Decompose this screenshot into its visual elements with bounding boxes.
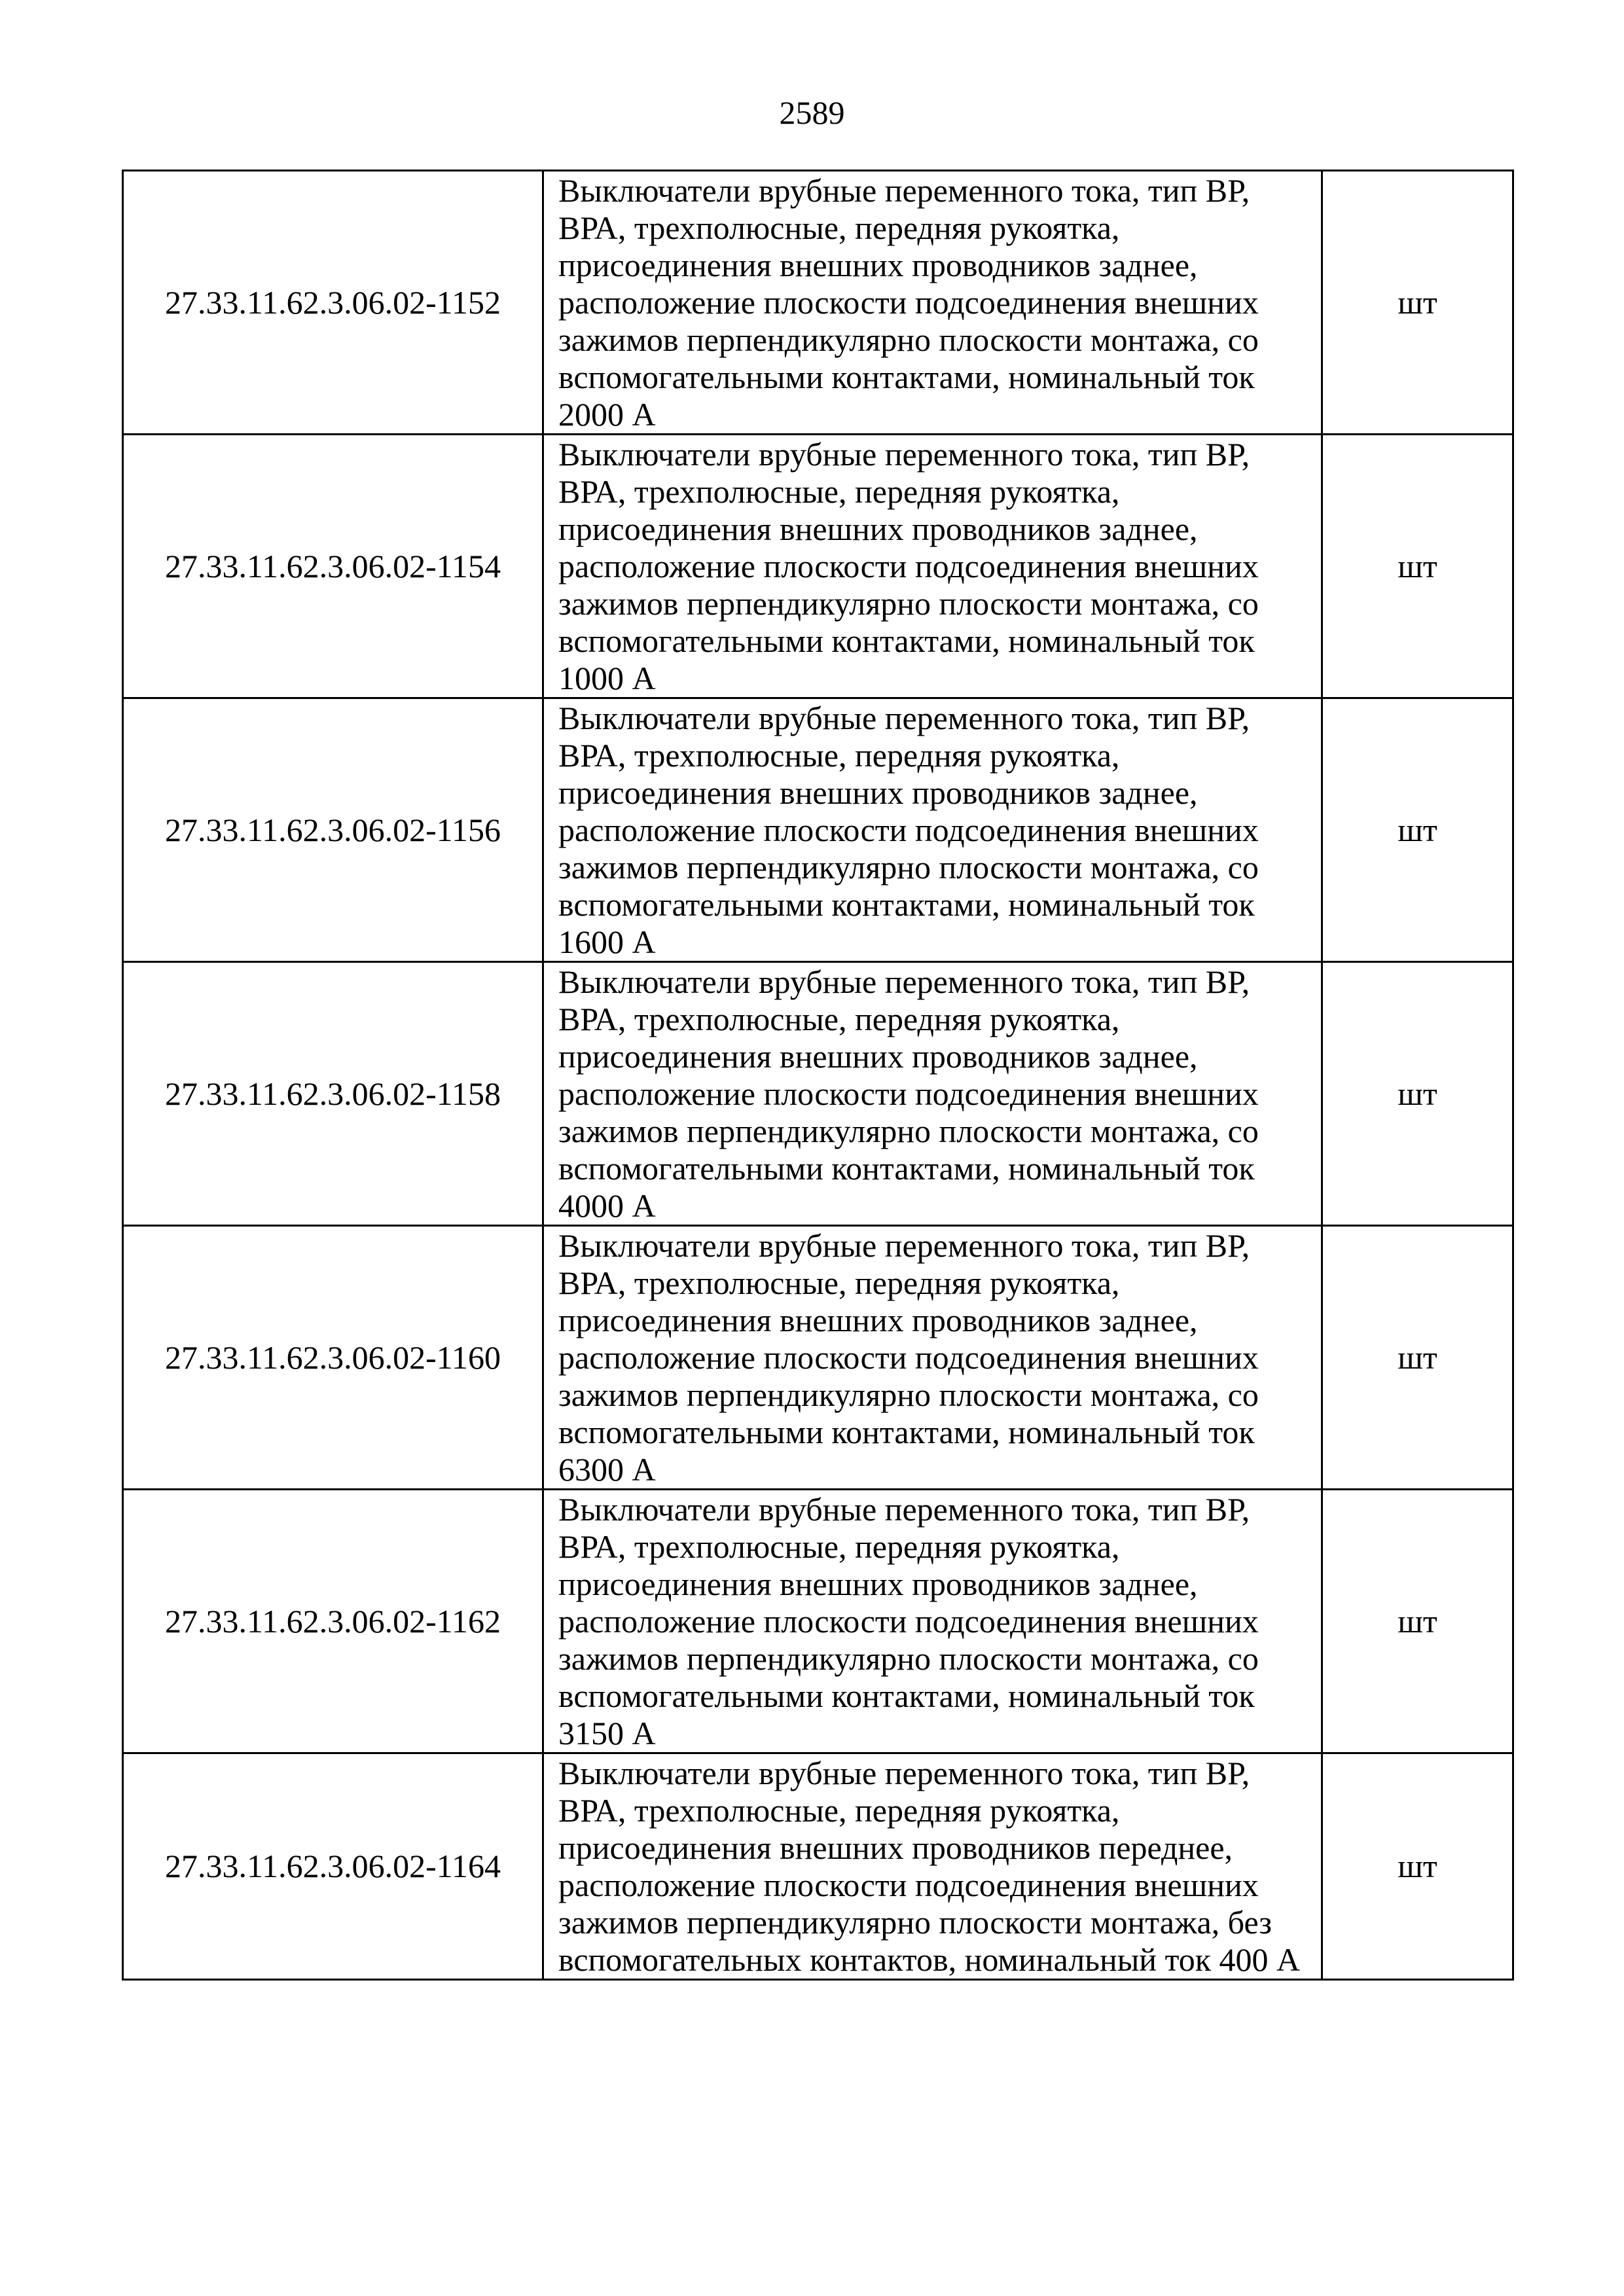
resource-code: 27.33.11.62.3.06.02-1164 <box>123 1753 543 1980</box>
table-row <box>123 962 1513 1226</box>
table-row <box>123 1226 1513 1490</box>
table-row <box>123 1490 1513 1753</box>
resource-code: 27.33.11.62.3.06.02-1152 <box>123 171 543 435</box>
table-row <box>123 698 1513 962</box>
resource-code: 27.33.11.62.3.06.02-1160 <box>123 1226 543 1490</box>
table-row <box>123 171 1513 435</box>
unit-of-measure: шт <box>1322 1226 1513 1490</box>
unit-of-measure: шт <box>1322 698 1513 962</box>
unit-of-measure: шт <box>1322 1753 1513 1980</box>
resource-description: Выключатели врубные переменного тока, тип ВР, ВРА, трехполюсные, передняя рукоятка, присоединения внешних проводников заднее, расположение плоскости подсоединения внешних зажимов перпендикулярно плоскости монтажа, со вспомогательными контактами, номинальный ток 1600 А <box>543 698 1322 962</box>
unit-of-measure: шт <box>1322 1490 1513 1753</box>
unit-of-measure: шт <box>1322 171 1513 435</box>
page-number: 2589 <box>779 94 845 131</box>
resource-description: Выключатели врубные переменного тока, тип ВР, ВРА, трехполюсные, передняя рукоятка, присоединения внешних проводников заднее, расположение плоскости подсоединения внешних зажимов перпендикулярно плоскости монтажа, со вспомогательными контактами, номинальный ток 2000 А <box>543 171 1322 435</box>
resource-description: Выключатели врубные переменного тока, тип ВР, ВРА, трехполюсные, передняя рукоятка, присоединения внешних проводников переднее, расположение плоскости подсоединения внешних зажимов перпендикулярно плоскости монтажа, без вспомогательных контактов, номинальный ток 400 А <box>543 1753 1322 1980</box>
unit-of-measure: шт <box>1322 962 1513 1226</box>
resource-code: 27.33.11.62.3.06.02-1162 <box>123 1490 543 1753</box>
resource-description: Выключатели врубные переменного тока, тип ВР, ВРА, трехполюсные, передняя рукоятка, присоединения внешних проводников заднее, расположение плоскости подсоединения внешних зажимов перпендикулярно плоскости монтажа, со вспомогательными контактами, номинальный ток 6300 А <box>543 1226 1322 1490</box>
table-row <box>123 435 1513 698</box>
resource-description: Выключатели врубные переменного тока, тип ВР, ВРА, трехполюсные, передняя рукоятка, присоединения внешних проводников заднее, расположение плоскости подсоединения внешних зажимов перпендикулярно плоскости монтажа, со вспомогательными контактами, номинальный ток 1000 А <box>543 435 1322 698</box>
unit-of-measure: шт <box>1322 435 1513 698</box>
resource-description: Выключатели врубные переменного тока, тип ВР, ВРА, трехполюсные, передняя рукоятка, присоединения внешних проводников заднее, расположение плоскости подсоединения внешних зажимов перпендикулярно плоскости монтажа, со вспомогательными контактами, номинальный ток 4000 А <box>543 962 1322 1226</box>
resource-code: 27.33.11.62.3.06.02-1154 <box>123 435 543 698</box>
resource-code: 27.33.11.62.3.06.02-1158 <box>123 962 543 1226</box>
resource-description: Выключатели врубные переменного тока, тип ВР, ВРА, трехполюсные, передняя рукоятка, присоединения внешних проводников заднее, расположение плоскости подсоединения внешних зажимов перпендикулярно плоскости монтажа, со вспомогательными контактами, номинальный ток 3150 А <box>543 1490 1322 1753</box>
resource-code: 27.33.11.62.3.06.02-1156 <box>123 698 543 962</box>
resource-table <box>122 170 1514 1981</box>
table-row <box>123 1753 1513 1980</box>
